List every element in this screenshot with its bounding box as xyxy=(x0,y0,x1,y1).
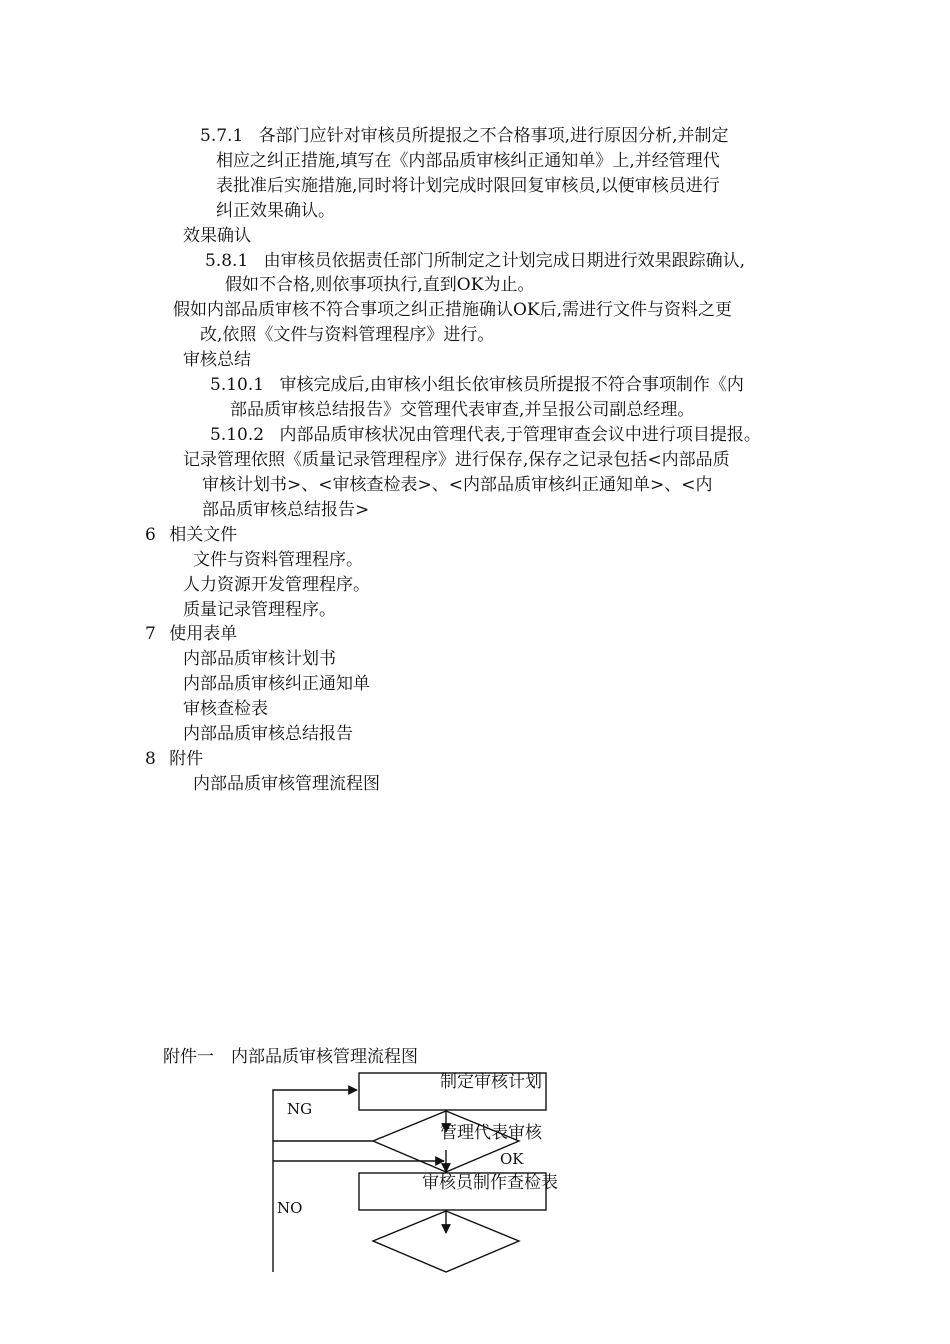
clause-5-10-1-line2: 部品质审核总结报告》交管理代表审查,并呈报公司副总经理。 xyxy=(230,400,695,420)
clause-5-7-1-line2: 相应之纠正措施,填写在《内部品质审核纠正通知单》上,并经管理代 xyxy=(216,151,720,171)
form-item: 审核查检表 xyxy=(183,699,268,719)
clause-number: 5.8.1 xyxy=(205,251,249,271)
section-number: 7 xyxy=(145,624,156,644)
clause-5-7-1-line3: 表批准后实施措施,同时将计划完成时限回复审核员,以便审核员进行 xyxy=(216,176,720,196)
clause-number: 5.10.2 xyxy=(210,425,265,445)
form-item: 内部品质审核纠正通知单 xyxy=(183,674,370,694)
clause-5-7-1-line1: 5.7.1 各部门应针对审核员所提报之不合格事项,进行原因分析,并制定 xyxy=(200,126,729,146)
clause-5-10-2-line1: 5.10.2 内部品质审核状况由管理代表,于管理审查会议中进行项目提报。 xyxy=(210,425,761,445)
attachment-item: 内部品质审核管理流程图 xyxy=(193,774,380,794)
form-item: 内部品质审核计划书 xyxy=(183,649,336,669)
docs-change-line2: 改,依照《文件与资料管理程序》进行。 xyxy=(200,325,495,345)
related-doc-item: 人力资源开发管理程序。 xyxy=(183,575,370,595)
records-line2: 审核计划书>、<审核查检表>、<内部品质审核纠正通知单>、<内 xyxy=(202,475,713,495)
section-title: 相关文件 xyxy=(169,525,238,545)
clause-number: 5.10.1 xyxy=(210,375,265,395)
clause-5-10-1-line1: 5.10.1 审核完成后,由审核小组长依审核员所提报不符合事项制作《内 xyxy=(210,375,744,395)
heading-audit-summary: 审核总结 xyxy=(183,350,251,370)
flow-label-review: 管理代表审核 xyxy=(440,1123,542,1143)
related-doc-item: 质量记录管理程序。 xyxy=(183,600,336,620)
section-title: 使用表单 xyxy=(169,624,238,644)
flow-label-ng: NG xyxy=(287,1100,313,1118)
flow-label-checklist: 审核员制作查检表 xyxy=(422,1173,558,1193)
flow-label-plan: 制定审核计划 xyxy=(440,1072,542,1092)
clause-5-7-1-line4: 纠正效果确认。 xyxy=(216,201,335,221)
records-line1: 记录管理依照《质量记录管理程序》进行保存,保存之记录包括<内部品质 xyxy=(183,450,730,470)
clause-5-8-1-line2: 假如不合格,则依事项执行,直到OK为止。 xyxy=(225,275,535,295)
section-number: 8 xyxy=(145,749,156,769)
docs-change-line1: 假如内部品质审核不符合事项之纠正措施确认OK后,需进行文件与资料之更 xyxy=(173,300,733,320)
form-item: 内部品质审核总结报告 xyxy=(183,724,353,744)
clause-number: 5.7.1 xyxy=(200,126,244,146)
section-title: 附件 xyxy=(169,749,204,769)
heading-effect-confirmation: 效果确认 xyxy=(183,226,251,246)
flow-label-ok: OK xyxy=(500,1150,524,1168)
flow-label-no: NO xyxy=(277,1199,303,1217)
clause-5-8-1-line1: 5.8.1 由审核员依据责任部门所制定之计划完成日期进行效果跟踪确认, xyxy=(205,251,746,271)
records-line3: 部品质审核总结报告> xyxy=(202,500,370,520)
appendix-title: 附件一 内部品质审核管理流程图 xyxy=(163,1047,418,1067)
section-number: 6 xyxy=(145,525,156,545)
related-doc-item: 文件与资料管理程序。 xyxy=(193,550,363,570)
